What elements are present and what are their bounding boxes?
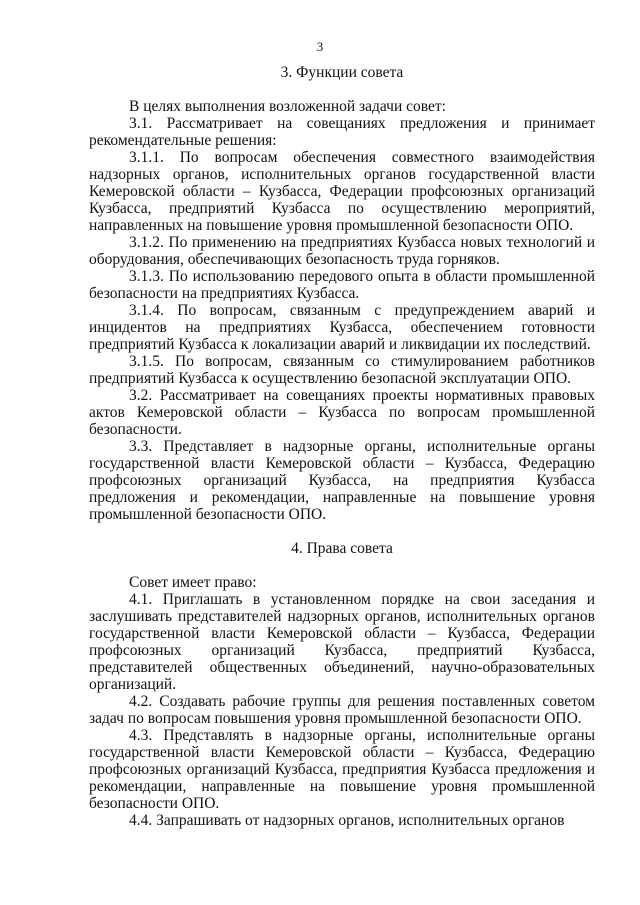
paragraph: 4.2. Создавать рабочие группы для решения поставленных советом задач по вопросам повышения уровня промышленной безопасности ОПО. (89, 693, 595, 727)
paragraph: В целях выполнения возложенной задачи совет: (129, 98, 446, 115)
page-number: 3 (316, 39, 324, 54)
paragraph: 3.1. Рассматривает на совещаниях предложения и принимает рекомендательные решения: (89, 115, 595, 149)
paragraph: 3.1.4. По вопросам, связанным с предупреждением аварий и инцидентов на предприятиях Кузбасса, обеспечением готовности предприятий Кузбасса к локализации аварий и ликвидации их последствий. (89, 302, 595, 353)
section-heading-rights: 4. Права совета (291, 540, 393, 557)
paragraph: 3.2. Рассматривает на совещаниях проекты нормативных правовых актов Кемеровской области – Кузбасса по вопросам промышленной безопасности. (89, 387, 595, 438)
paragraph: Совет имеет право: (129, 574, 257, 591)
section-heading-functions: 3. Функции совета (280, 64, 404, 81)
paragraph: 4.3. Представлять в надзорные органы, исполнительные органы государственной власти Кемеровской области – Кузбасса, Федерацию профсоюзных организаций Кузбасса, предприятия Кузбасса предложения и рекомендации, направленные на повышение уровня промышленной безопасности ОПО. (89, 727, 595, 812)
paragraph: 4.1. Приглашать в установленном порядке на свои заседания и заслушивать представителей надзорных органов, исполнительных органов государственной власти Кемеровской области – Кузбасса, Федерации профсоюзных организаций Кузбасса, предприятий Кузбасса, представителей общественных объединений, научно-образовательных организаций. (89, 591, 595, 693)
document-body (89, 64, 595, 829)
paragraph: 3.1.5. По вопросам, связанным со стимулированием работников предприятий Кузбасса к осуществлению безопасной эксплуатации ОПО. (89, 353, 595, 387)
paragraph: 3.1.3. По использованию передового опыта в области промышленной безопасности на предприятиях Кузбасса. (89, 268, 595, 302)
paragraph: 3.3. Представляет в надзорные органы, исполнительные органы государственной власти Кемеровской области – Кузбасса, Федерацию профсоюзных организаций Кузбасса, на предприятия Кузбасса предложения и рекомендации, направленные на повышение уровня промышленной безопасности ОПО. (89, 438, 595, 523)
paragraph: 3.1.2. По применению на предприятиях Кузбасса новых технологий и оборудования, обеспечивающих безопасность труда горняков. (89, 234, 595, 268)
paragraph: 4.4. Запрашивать от надзорных органов, исполнительных органов (129, 812, 565, 829)
paragraph: 3.1.1. По вопросам обеспечения совместного взаимодействия надзорных органов, исполнительных органов государственной власти Кемеровской области – Кузбасса, Федерации профсоюзных организаций Кузбасса, предприятий Кузбасса по осуществлению мероприятий, направленных на повышение уровня промышленной безопасности ОПО. (89, 149, 595, 234)
